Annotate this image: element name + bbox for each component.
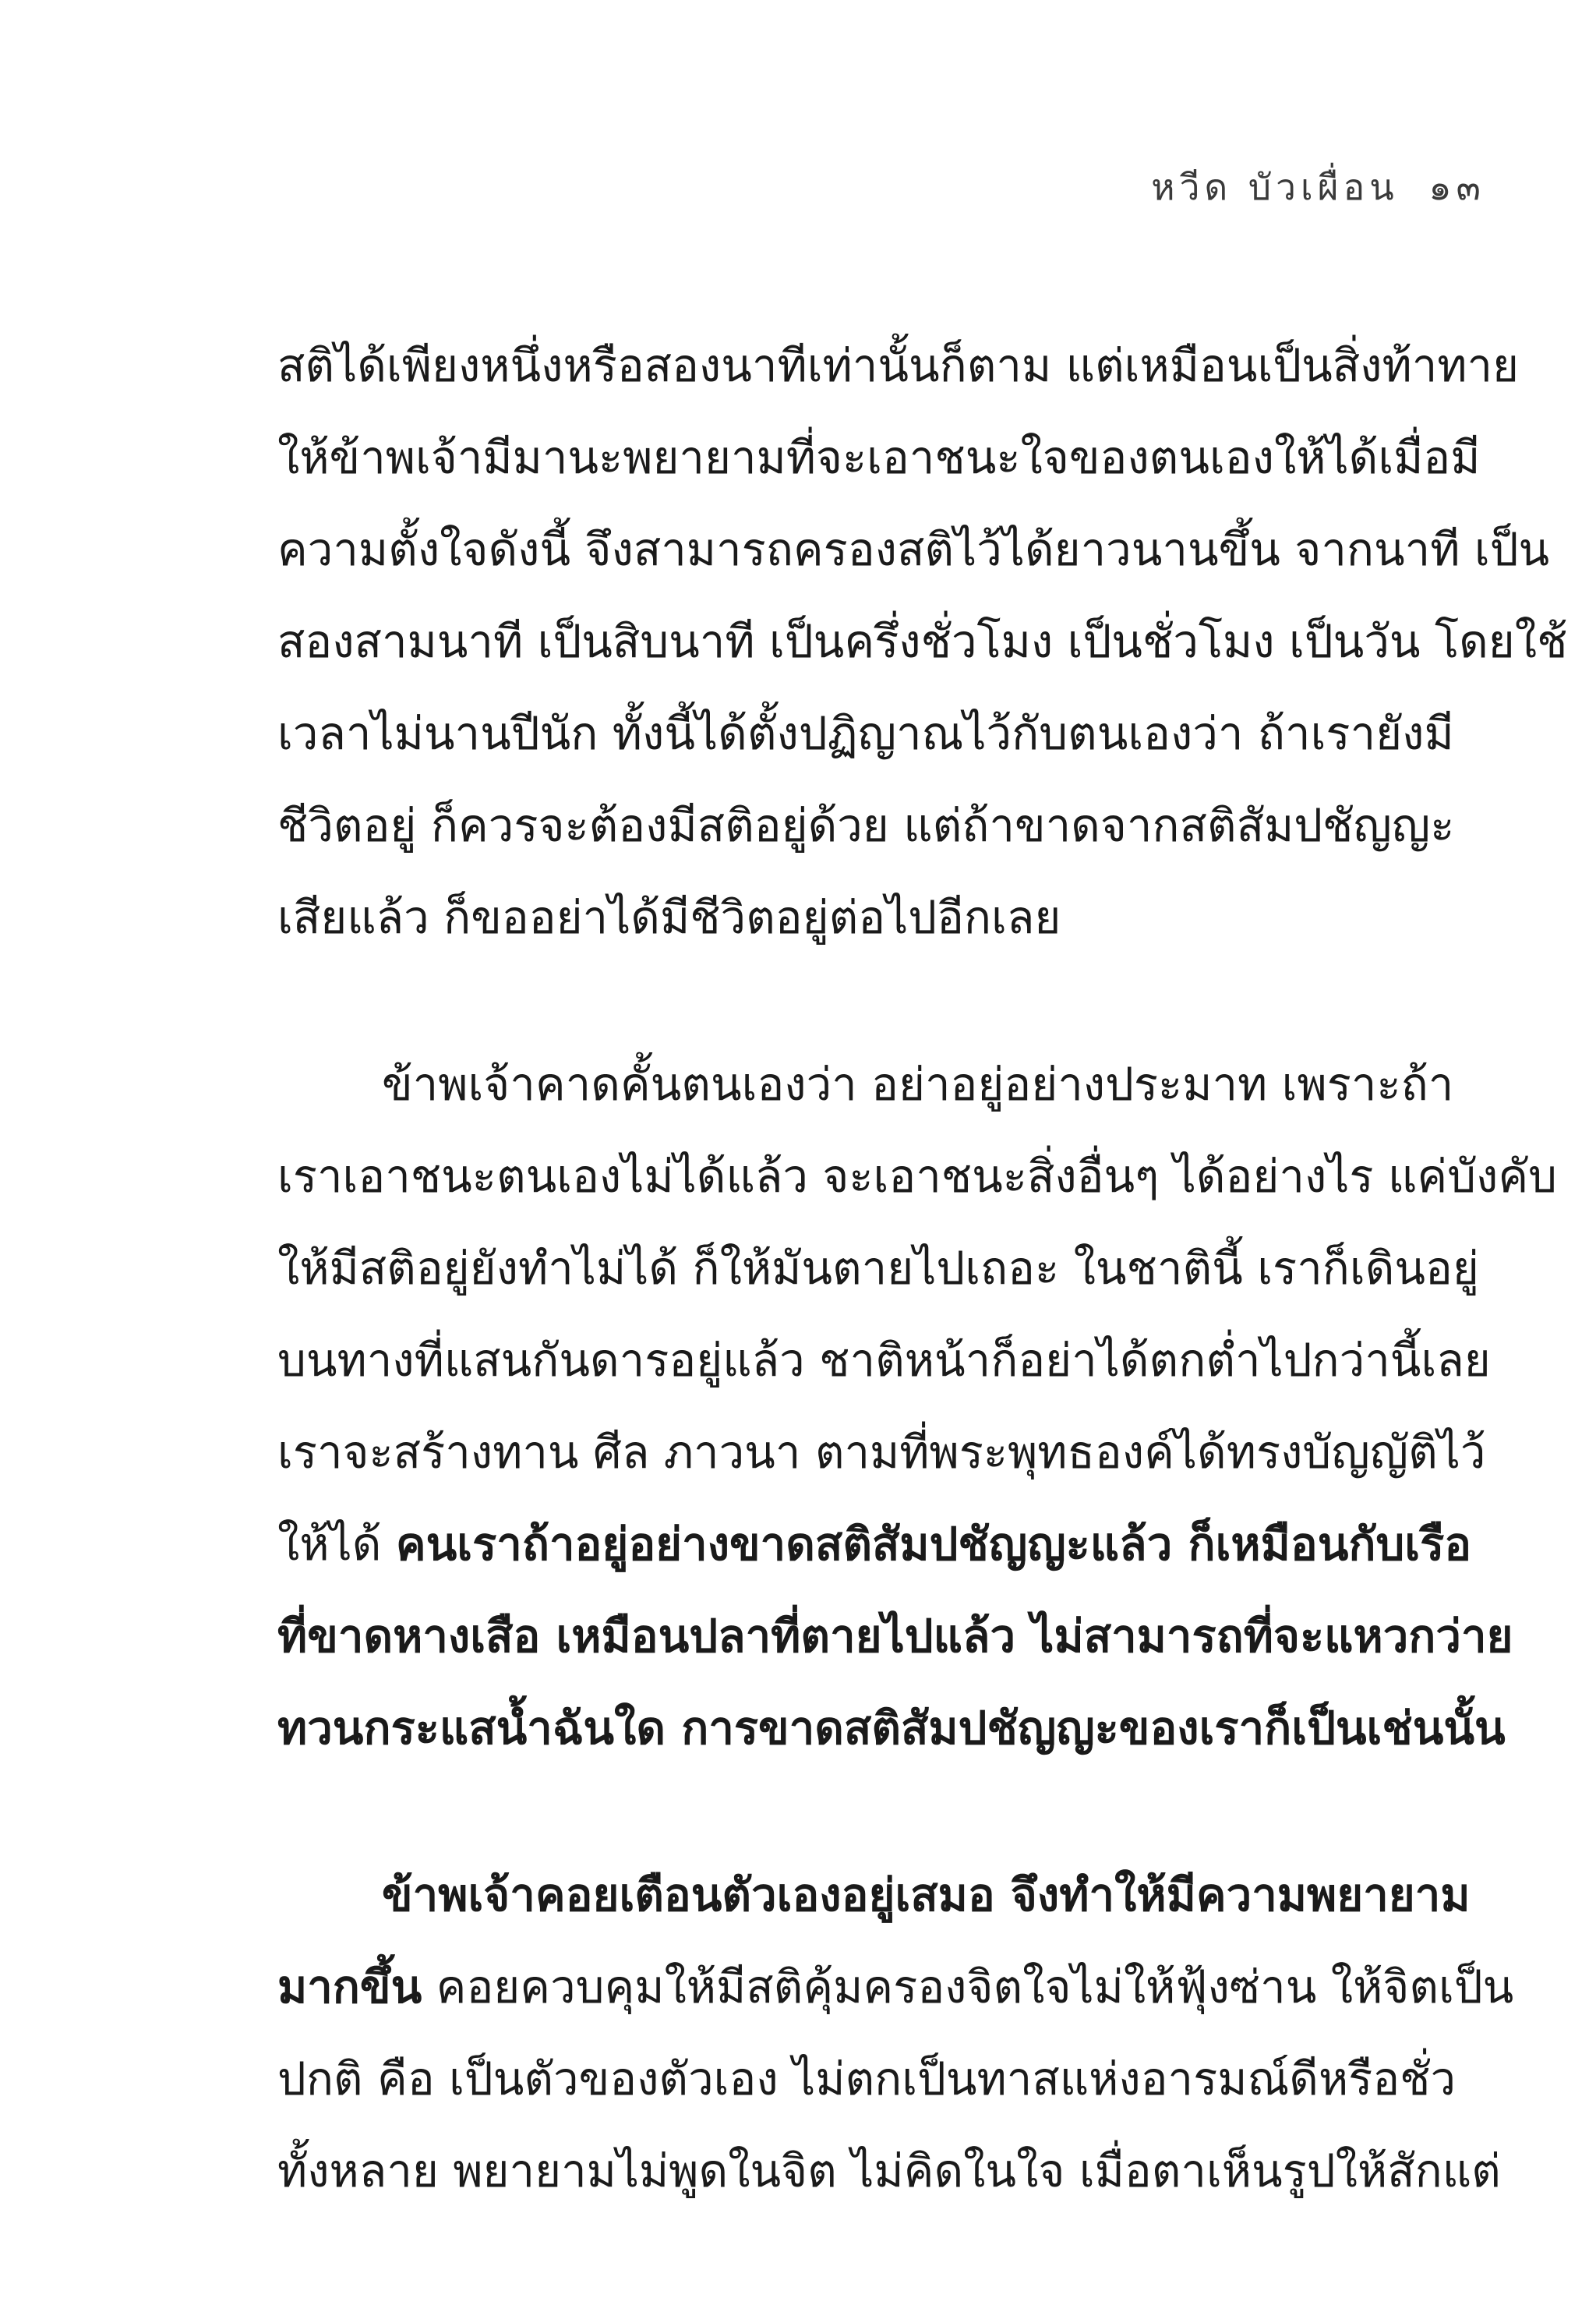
text-line: สติได้เพียงหนึ่งหรือสองนาทีเท่านั้นก็ตาม แต่เหมือนเป็นสิ่งท้าทาย <box>277 339 1520 392</box>
paragraph-3 <box>277 1849 1514 2217</box>
normal-text: ให้ได้ <box>277 1518 396 1571</box>
text-line: ข้าพเจ้าคาดคั้นตนเองว่า อย่าอยู่อย่างประมาท เพราะถ้า <box>382 1058 1454 1111</box>
bold-text-line: ที่ขาดหางเสือ เหมือนปลาที่ตายไปแล้ว ไม่สามารถที่จะแหวกว่าย <box>277 1610 1513 1663</box>
text-line: บนทางที่แสนกันดารอยู่แล้ว ชาติหน้าก็อย่าได้ตกต่ำไปกว่านี้เลย <box>277 1334 1491 1387</box>
text-line: ชีวิตอยู่ ก็ควรจะต้องมีสติอยู่ด้วย แต่ถ้าขาดจากสติสัมปชัญญะ <box>277 799 1455 852</box>
bold-text-line: ข้าพเจ้าคอยเตือนตัวเองอยู่เสมอ จึงทำให้มีความพยายาม <box>382 1868 1471 1921</box>
text-line: ความตั้งใจดังนี้ จึงสามารถครองสติไว้ได้ยาวนานขึ้น จากนาที เป็น <box>277 523 1550 576</box>
paragraph-2 <box>277 1038 1557 1774</box>
normal-text: คอยควบคุมให้มีสติคุ้มครองจิตใจไม่ให้ฟุ้งซ่าน ให้จิตเป็น <box>422 1960 1514 2013</box>
text-line: สองสามนาที เป็นสิบนาที เป็นครึ่งชั่วโมง เป็นชั่วโมง เป็นวัน โดยใช้ <box>277 615 1568 668</box>
text-line: เสียแล้ว ก็ขออย่าได้มีชีวิตอยู่ต่อไปอีกเลย <box>277 891 1061 944</box>
text-line: ปกติ คือ เป็นตัวของตัวเอง ไม่ตกเป็นทาสแห่งอารมณ์ดีหรือชั่ว <box>277 2052 1457 2105</box>
text-line-mixed <box>277 1498 1472 1590</box>
text-line: เราจะสร้างทาน ศีล ภาวนา ตามที่พระพุทธองค์ได้ทรงบัญญัติไว้ <box>277 1426 1486 1479</box>
paragraph-1 <box>277 320 1568 963</box>
text-line: ทั้งหลาย พยายามไม่พูดในจิต ไม่คิดในใจ เมื่อตาเห็นรูปให้สักแต่ <box>277 2144 1501 2197</box>
text-line: ให้ข้าพเจ้ามีมานะพยายามที่จะเอาชนะใจของตนเองให้ได้เมื่อมี <box>277 431 1481 484</box>
bold-text: คนเราถ้าอยู่อย่างขาดสติสัมปชัญญะแล้ว ก็เหมือนกับเรือ <box>395 1518 1472 1571</box>
author-name: หวีด บัวเผื่อน <box>1151 166 1399 208</box>
body-text <box>277 320 1568 2217</box>
bold-text-line: ทวนกระแสน้ำฉันใด การขาดสติสัมปชัญญะของเราก็เป็นเช่นนั้น <box>277 1702 1506 1755</box>
running-header <box>1137 159 1485 216</box>
text-line: เราเอาชนะตนเองไม่ได้แล้ว จะเอาชนะสิ่งอื่นๆ ได้อย่างไร แค่บังคับ <box>277 1150 1557 1203</box>
text-line: ให้มีสติอยู่ยังทำไม่ได้ ก็ให้มันตายไปเถอะ ในชาตินี้ เราก็เดินอยู่ <box>277 1242 1479 1295</box>
page-number: ๑๓ <box>1428 166 1485 208</box>
text-line: เวลาไม่นานปีนัก ทั้งนี้ได้ตั้งปฏิญาณไว้กับตนเองว่า ถ้าเรายังมี <box>277 707 1454 760</box>
bold-text: มากขึ้น <box>277 1960 422 2013</box>
text-line-mixed <box>277 1941 1514 2033</box>
